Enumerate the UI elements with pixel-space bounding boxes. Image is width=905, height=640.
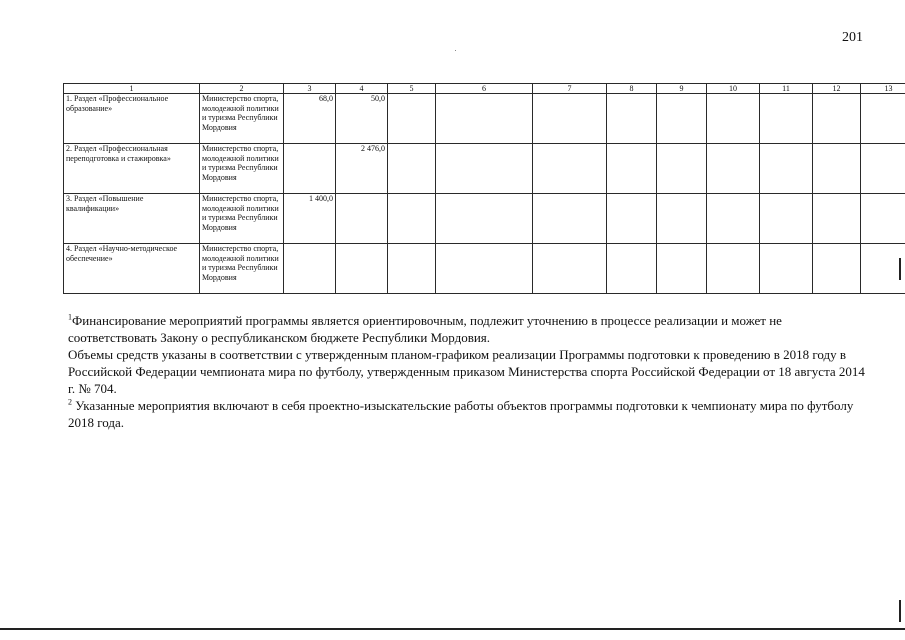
- value-cell: 2 476,0: [336, 144, 388, 194]
- page-number: 201: [842, 30, 863, 45]
- scan-speck: [455, 50, 456, 51]
- value-cell: [760, 244, 813, 294]
- value-cell: [707, 94, 760, 144]
- value-cell: [607, 94, 657, 144]
- executor-cell: Министерство спорта, молодежной политики и туризма Республики Мордовия: [200, 244, 284, 294]
- value-cell: [657, 94, 707, 144]
- value-cell: [436, 194, 533, 244]
- value-cell: 1 400,0: [284, 194, 336, 244]
- value-cell: [388, 244, 436, 294]
- value-cell: [813, 194, 861, 244]
- table-row: [64, 144, 905, 194]
- value-cell: [760, 94, 813, 144]
- footnote-1: [68, 312, 868, 346]
- column-header-11: 11: [760, 84, 813, 94]
- value-cell: [861, 194, 905, 244]
- scan-bottom-edge: [0, 628, 905, 630]
- executor-cell: Министерство спорта, молодежной политики и туризма Республики Мордовия: [200, 194, 284, 244]
- section-name-cell: 1. Раздел «Профессиональное образование»: [64, 94, 200, 144]
- value-cell: [607, 244, 657, 294]
- value-cell: [607, 194, 657, 244]
- value-cell: [657, 194, 707, 244]
- value-cell: [813, 144, 861, 194]
- column-header-6: 6: [436, 84, 533, 94]
- table-row: [64, 244, 905, 294]
- value-cell: [436, 94, 533, 144]
- value-cell: [760, 144, 813, 194]
- value-cell: [861, 244, 905, 294]
- footnote-2: [68, 397, 868, 431]
- value-cell: [388, 144, 436, 194]
- value-cell: [284, 244, 336, 294]
- column-header-8: 8: [607, 84, 657, 94]
- footnotes: [68, 312, 868, 431]
- value-cell: [861, 144, 905, 194]
- value-cell: 50,0: [336, 94, 388, 144]
- column-header-3: 3: [284, 84, 336, 94]
- funding-table: [63, 83, 905, 294]
- value-cell: [533, 144, 607, 194]
- value-cell: [533, 94, 607, 144]
- column-header-10: 10: [707, 84, 760, 94]
- value-cell: [707, 194, 760, 244]
- value-cell: [336, 244, 388, 294]
- value-cell: [336, 194, 388, 244]
- column-header-9: 9: [657, 84, 707, 94]
- table-row: [64, 194, 905, 244]
- value-cell: [707, 144, 760, 194]
- value-cell: [607, 144, 657, 194]
- column-header-13: 13: [861, 84, 905, 94]
- executor-cell: Министерство спорта, молодежной политики и туризма Республики Мордовия: [200, 94, 284, 144]
- footnote-1-text: Финансирование мероприятий программы является ориентировочным, подлежит уточнению в процессе реализации и может не соответствовать Закону о республиканском бюджете Республики Мордовия.: [68, 313, 782, 345]
- value-cell: [813, 94, 861, 144]
- executor-cell: Министерство спорта, молодежной политики и туризма Республики Мордовия: [200, 144, 284, 194]
- value-cell: [760, 194, 813, 244]
- value-cell: [284, 144, 336, 194]
- column-header-12: 12: [813, 84, 861, 94]
- value-cell: [813, 244, 861, 294]
- header-row: [64, 84, 905, 94]
- value-cell: [436, 144, 533, 194]
- section-name-cell: 2. Раздел «Профессиональная переподготовка и стажировка»: [64, 144, 200, 194]
- column-header-2: 2: [200, 84, 284, 94]
- column-header-1: 1: [64, 84, 200, 94]
- value-cell: [657, 144, 707, 194]
- column-header-4: 4: [336, 84, 388, 94]
- value-cell: [707, 244, 760, 294]
- footnote-2-marker: 2: [68, 397, 72, 407]
- value-cell: [861, 94, 905, 144]
- value-cell: [533, 244, 607, 294]
- footnote-1-continuation: Объемы средств указаны в соответствии с утвержденным планом-графиком реализации Программы подготовки к проведению в 2018 году в Российской Федерации чемпионата мира по футболу, утвержденным приказом Министерства спорта Российской Федерации от 18 августа 2014 г. № 704.: [68, 347, 865, 396]
- value-cell: 68,0: [284, 94, 336, 144]
- value-cell: [657, 244, 707, 294]
- value-cell: [388, 194, 436, 244]
- table-row: [64, 94, 905, 144]
- section-name-cell: 3. Раздел «Повышение квалификации»: [64, 194, 200, 244]
- column-header-5: 5: [388, 84, 436, 94]
- value-cell: [533, 194, 607, 244]
- footnote-1-marker: 1: [68, 312, 72, 322]
- value-cell: [436, 244, 533, 294]
- footnote-2-text: Указанные мероприятия включают в себя проектно-изыскательские работы объектов программы подготовки к чемпионату мира по футболу 2018 года.: [68, 398, 854, 430]
- section-name-cell: 4. Раздел «Научно-методическое обеспечение»: [64, 244, 200, 294]
- scan-edge-mark-bottom: [899, 600, 901, 622]
- column-header-7: 7: [533, 84, 607, 94]
- value-cell: [388, 94, 436, 144]
- table-body: [64, 94, 905, 294]
